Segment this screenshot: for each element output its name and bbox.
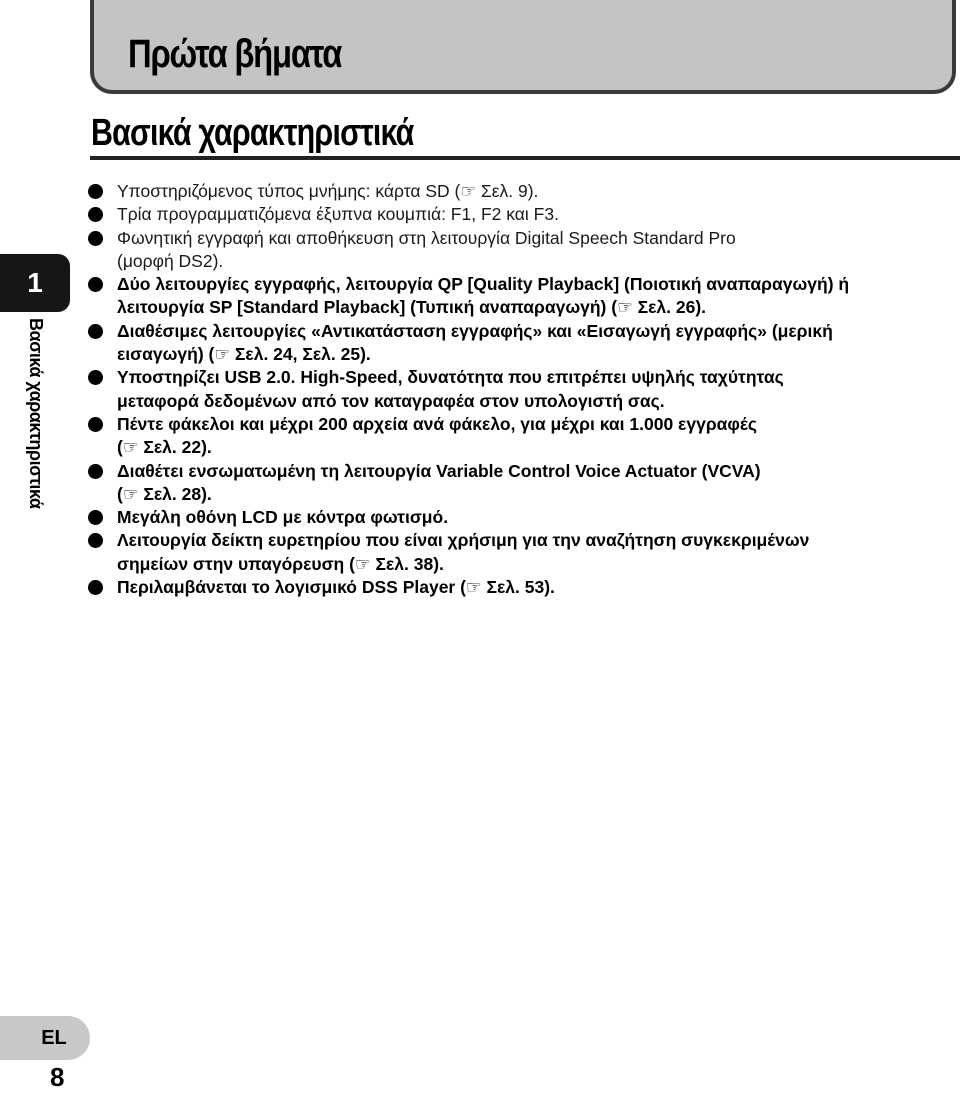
feature-text: Δύο λειτουργίες εγγραφής, λειτουργία QP [Quality Playback] (Ποιοτική αναπαραγωγή) ή λειτουργία SP [Standard Playback] (Τυπική αναπαραγωγή) (☞ Σελ. 26). bbox=[117, 274, 850, 318]
bullet-icon bbox=[88, 417, 103, 432]
bullet-icon bbox=[88, 533, 103, 548]
feature-text: Λειτουργία δείκτη ευρετηρίου που είναι χρήσιμη για την αναζήτηση συγκεκριμένων σημείων στην υπαγόρευση (☞ Σελ. 38). bbox=[117, 530, 810, 574]
bullet-icon bbox=[88, 580, 103, 595]
feature-text: Πέντε φάκελοι και μέχρι 200 αρχεία ανά φάκελο, για μέχρι και 1.000 εγγραφές (☞ Σελ. 22). bbox=[117, 413, 757, 458]
feature-text: Διαθέσιμες λειτουργίες «Αντικατάσταση εγγραφής» και «Εισαγωγή εγγραφής» (μερική εισαγωγή) (☞ Σελ. 24, Σελ. 25). bbox=[117, 320, 833, 365]
feature-text: Τρία προγραμματιζόμενα έξυπνα κουμπιά: F1, F2 και F3. bbox=[117, 204, 559, 225]
chapter-number: 1 bbox=[27, 267, 43, 298]
language-badge bbox=[0, 1016, 90, 1060]
page-number: 8 bbox=[50, 1062, 65, 1092]
feature-item bbox=[88, 366, 960, 413]
feature-item bbox=[88, 576, 960, 599]
feature-item bbox=[88, 460, 960, 507]
bullet-icon bbox=[88, 510, 103, 525]
bullet-icon bbox=[88, 184, 103, 199]
feature-text: Μεγάλη οθόνη LCD με κόντρα φωτισμό. bbox=[117, 507, 449, 528]
feature-item bbox=[88, 227, 960, 274]
feature-text: Υποστηρίζει USB 2.0. High-Speed, δυνατότητα που επιτρέπει υψηλής ταχύτητας μεταφορά δεδομένων από τον καταγραφέα στον υπολογιστή σας. bbox=[117, 367, 784, 411]
section-title: Βασικά χαρακτηριστικά bbox=[91, 112, 414, 154]
feature-item bbox=[88, 506, 960, 529]
bullet-icon bbox=[88, 464, 103, 479]
bullet-icon bbox=[88, 207, 103, 222]
bullet-icon bbox=[88, 324, 103, 339]
feature-text: Διαθέτει ενσωματωμένη τη λειτουργία Variable Control Voice Actuator (VCVA) (☞ Σελ. 28). bbox=[117, 460, 761, 504]
feature-list bbox=[88, 180, 960, 599]
bullet-icon bbox=[88, 277, 103, 292]
feature-item bbox=[88, 529, 960, 576]
feature-item bbox=[88, 413, 960, 460]
bullet-icon bbox=[88, 231, 103, 246]
feature-text: Φωνητική εγγραφή και αποθήκευση στη λειτουργία Digital Speech Standard Pro (μορφή DS2). bbox=[117, 227, 736, 271]
feature-item bbox=[88, 180, 960, 203]
chapter-title: Πρώτα βήματα bbox=[128, 32, 342, 76]
feature-text: Υποστηριζόμενος τύπος μνήμης: κάρτα SD (☞ Σελ. 9). bbox=[117, 181, 539, 201]
feature-item bbox=[88, 203, 960, 226]
sidebar-section-label: Βασικά χαρακτηριστικά bbox=[26, 318, 46, 509]
chapter-tab bbox=[0, 254, 70, 312]
language-code: EL bbox=[41, 1026, 67, 1049]
feature-text: Περιλαμβάνεται το λογισμικό DSS Player (☞ Σελ. 53). bbox=[117, 577, 555, 598]
section-divider bbox=[90, 156, 960, 160]
feature-item bbox=[88, 273, 960, 320]
bullet-icon bbox=[88, 370, 103, 385]
feature-item bbox=[88, 320, 960, 367]
